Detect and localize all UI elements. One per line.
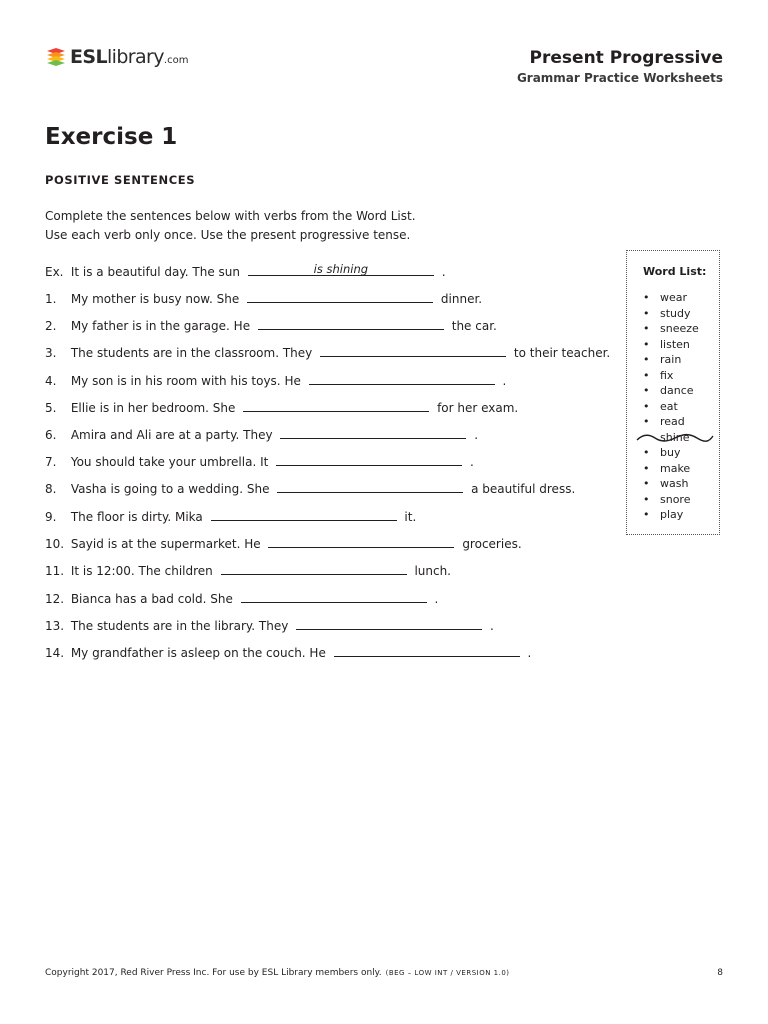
worksheet-subtitle: Grammar Practice Worksheets (516, 71, 723, 85)
word-list-item (643, 445, 699, 461)
bullet: • (643, 368, 650, 382)
answer-blank[interactable] (276, 453, 462, 466)
question-number: 11. (45, 564, 65, 578)
section-label: POSITIVE SENTENCES (45, 173, 196, 187)
bullet: • (643, 399, 650, 413)
word: snore (660, 492, 691, 506)
word-list-item (643, 321, 699, 337)
sentence-end: . (434, 592, 439, 606)
bullet: • (643, 508, 650, 521)
question-number: 8. (45, 482, 57, 496)
word: shine (660, 430, 690, 444)
word: sneeze (660, 322, 699, 335)
bullet: • (643, 306, 650, 320)
question-number: 2. (45, 319, 57, 333)
sentence-start: My father is in the garage. He (70, 319, 251, 333)
answer-blank[interactable] (296, 617, 482, 630)
question-row (45, 535, 522, 553)
logo-text-light: library (106, 46, 164, 68)
answer-blank[interactable] (258, 317, 444, 330)
bullet: • (643, 477, 650, 490)
sentence-end: groceries. (462, 537, 522, 551)
bullet: • (643, 415, 650, 428)
sentence-start: Bianca has a bad cold. She (70, 592, 233, 606)
book-stack-icon (45, 46, 67, 68)
word-list-item (643, 337, 699, 353)
word-list-item (643, 306, 699, 322)
sentence-start: My son is in his room with his toys. He (70, 374, 301, 388)
word-list-item (643, 290, 699, 306)
word-list-item (643, 383, 699, 399)
sentence-end: lunch. (414, 564, 451, 578)
answer-blank[interactable] (221, 562, 407, 575)
instruction-line: Complete the sentences below with verbs from the Word List. (45, 209, 416, 223)
answer-blank[interactable] (320, 344, 506, 357)
strikethrough-scribble-icon (635, 431, 715, 445)
word-list-item (643, 476, 699, 492)
word-list-item-crossed (643, 430, 699, 446)
example-number: Ex. (45, 265, 64, 279)
logo-text-dotcom: .com (163, 55, 189, 66)
word-list-box (626, 250, 720, 535)
sentence-end: . (489, 619, 494, 633)
answer-blank[interactable] (241, 590, 427, 603)
sentence-start: The students are in the library. They (70, 619, 289, 633)
copyright-text: Copyright 2017, Red River Press Inc. For use by ESL Library members only. (45, 968, 382, 978)
word: study (660, 306, 691, 320)
word: fix (660, 368, 674, 382)
sentence-start: Sayid is at the supermarket. He (70, 537, 261, 551)
question-number: 12. (45, 592, 65, 606)
question-row (45, 290, 482, 308)
bullet: • (643, 353, 650, 366)
sentence-end: . (527, 646, 532, 660)
question-row (45, 644, 531, 662)
sentence-end: the car. (451, 319, 497, 333)
question-number: 13. (45, 619, 65, 633)
question-row (45, 399, 518, 417)
sentence-start: It is a beautiful day. The sun (70, 265, 241, 279)
sentence-start: My grandfather is asleep on the couch. He (70, 646, 326, 660)
answer-blank[interactable] (309, 372, 495, 385)
word-list-item (643, 352, 699, 368)
sentence-start: The floor is dirty. Mika (70, 510, 203, 524)
logo (45, 46, 188, 68)
word-list-item (643, 368, 699, 384)
answer-blank[interactable] (280, 426, 466, 439)
sentence-end: dinner. (440, 292, 483, 306)
example-answer: is shining (313, 262, 369, 276)
level-text: (BEG – LOW INT / VERSION 1.0) (385, 969, 510, 977)
sentence-end: a beautiful dress. (471, 482, 576, 496)
sentence-start: Ellie is in her bedroom. She (70, 401, 236, 415)
word-list-item (643, 461, 699, 477)
answer-blank[interactable] (243, 399, 429, 412)
answer-blank[interactable] (334, 644, 520, 657)
question-row (45, 453, 474, 471)
sentence-end: it. (404, 510, 417, 524)
question-row (45, 617, 494, 635)
answer-blank[interactable] (247, 290, 433, 303)
word-list-item (643, 399, 699, 415)
question-number: 14. (45, 646, 65, 660)
sentence-start: The students are in the classroom. They (70, 346, 313, 360)
sentence-end: . (502, 374, 507, 388)
bullet: • (643, 337, 650, 351)
sentence-start: You should take your umbrella. It (70, 455, 269, 469)
sentence-end: . (470, 455, 474, 469)
sentence-end: for her exam. (437, 401, 519, 415)
word-list (643, 290, 699, 523)
word-list-title: Word List: (643, 265, 707, 278)
bullet: • (643, 322, 650, 335)
footer (45, 968, 510, 978)
sentence-end: . (441, 265, 446, 279)
page-number: 8 (717, 968, 723, 978)
question-number: 10. (45, 537, 65, 551)
question-number: 7. (45, 455, 57, 469)
answer-blank[interactable] (268, 535, 454, 548)
instructions (45, 207, 416, 245)
word: play (660, 508, 684, 521)
question-number: 6. (45, 428, 57, 442)
question-row (45, 590, 438, 608)
document-header (517, 48, 723, 85)
bullet: • (643, 446, 650, 459)
word: listen (660, 337, 690, 351)
question-row (45, 317, 497, 335)
question-row (45, 344, 610, 362)
logo-text-bold: ESL (70, 46, 107, 68)
answer-blank[interactable] (211, 508, 397, 521)
word-list-item (643, 507, 699, 523)
word: dance (660, 384, 694, 397)
sentence-start: Amira and Ali are at a party. They (70, 428, 273, 442)
bullet: • (643, 461, 650, 475)
instruction-line: Use each verb only once. Use the present progressive tense. (45, 228, 411, 242)
word: wear (660, 291, 688, 304)
question-row (45, 562, 451, 580)
exercise-title: Exercise 1 (45, 124, 178, 150)
worksheet-title: Present Progressive (529, 48, 723, 68)
bullet: • (643, 291, 650, 304)
sentence-end: to their teacher. (513, 346, 611, 360)
question-row (45, 508, 416, 526)
word: read (660, 415, 685, 428)
question-number: 9. (45, 510, 57, 524)
question-number: 5. (45, 401, 57, 415)
question-row (45, 372, 506, 390)
sentence-end: . (474, 428, 479, 442)
word: buy (660, 446, 681, 459)
question-number: 4. (45, 374, 57, 388)
sentence-start: It is 12:00. The children (70, 564, 213, 578)
answer-blank[interactable] (277, 480, 463, 493)
word: wash (660, 477, 689, 490)
bullet: • (643, 492, 650, 506)
sentence-start: Vasha is going to a wedding. She (70, 482, 270, 496)
word-list-item (643, 414, 699, 430)
question-row (45, 480, 575, 498)
example-sentence (45, 263, 446, 281)
answer-blank (248, 263, 434, 276)
question-number: 3. (45, 346, 57, 360)
word: make (660, 461, 691, 475)
bullet: • (643, 384, 650, 397)
word: eat (660, 399, 678, 413)
question-row (45, 426, 478, 444)
sentence-start: My mother is busy now. She (70, 292, 240, 306)
question-number: 1. (45, 292, 57, 306)
word-list-item (643, 492, 699, 508)
word: rain (660, 353, 682, 366)
